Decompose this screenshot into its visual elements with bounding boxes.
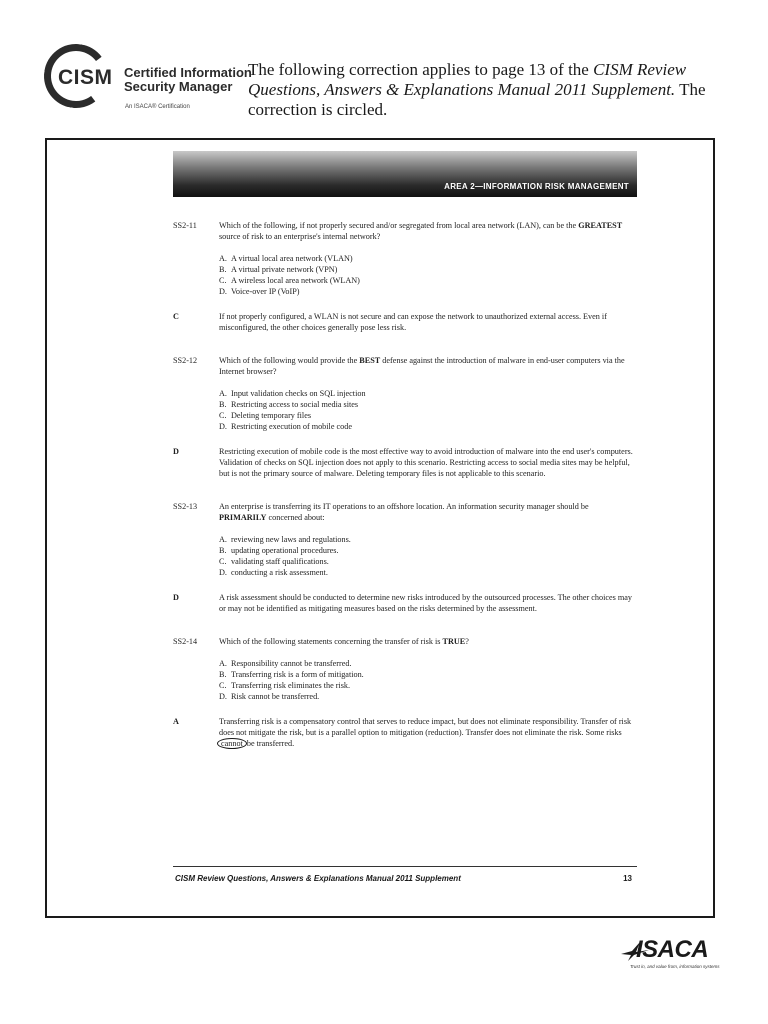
options-list (219, 658, 637, 702)
question-text: An enterprise is transferring its IT operations to an offshore location. An information security manager should be PRIMARILY concerned about: (219, 502, 589, 522)
notice-pre: The following correction applies to page 13 of the (248, 60, 594, 79)
question-block (173, 636, 637, 702)
footer-title: CISM Review Questions, Answers & Explanations Manual 2011 Supplement (175, 874, 461, 883)
correction-notice (248, 60, 728, 120)
questions-content (173, 220, 637, 749)
answer-letter: D (173, 447, 179, 456)
option-item: A. Input validation checks on SQL injection (219, 389, 366, 398)
options-list (219, 534, 637, 578)
option-item: B. Transferring risk is a form of mitigation. (219, 670, 364, 679)
notice-title: CISM Review Questions, Answers & Explanations Manual 2011 Supplement. (248, 60, 687, 99)
cism-logo-line1: Certified Information (124, 65, 252, 80)
circled-correction: cannot (217, 738, 247, 749)
isaca-logo (620, 936, 730, 976)
options-list (219, 388, 637, 432)
question-id: SS2-11 (173, 221, 197, 230)
answer-explanation: A risk assessment should be conducted to determine new risks introduced by the outsourced processes. The other choices may or may not be identified as mitigating measures based on the risks determined by the assessment. (219, 593, 632, 613)
answer-explanation: Restricting execution of mobile code is the most effective way to avoid introduction of malware into the end user's computers. Validation of checks on SQL injection does not apply to this scenario. Restricting access to social media sites may be helpful, but is not the primary source of malware. Deleting temporary files is not applicable to this scenario. (219, 447, 633, 478)
question-block (173, 220, 637, 297)
question-block (173, 501, 637, 578)
question-id: SS2-13 (173, 502, 198, 511)
option-item: B. Restricting access to social media sites (219, 400, 359, 409)
isaca-wordmark: ISACA (636, 936, 709, 963)
option-item: D. Risk cannot be transferred. (219, 692, 320, 701)
option-item: C. Deleting temporary files (219, 411, 312, 420)
answer-block (173, 716, 637, 749)
notice-post: The correction is circled. (248, 80, 706, 119)
section-title: AREA 2—INFORMATION RISK MANAGEMENT (444, 182, 629, 191)
question-id: SS2-14 (173, 637, 198, 646)
section-banner (173, 151, 637, 197)
option-item: B. updating operational procedures. (219, 546, 339, 555)
answer-explanation: If not properly configured, a WLAN is not secure and can expose the network to unauthorized external access. Even if misconfigured, the other choices generally pose less risk. (219, 312, 607, 332)
option-item: B. A virtual private network (VPN) (219, 265, 338, 274)
cism-logo-line2: Security Manager (124, 79, 233, 94)
cism-logo-name (124, 66, 252, 94)
option-item: D. Restricting execution of mobile code (219, 422, 352, 431)
question-id: SS2-12 (173, 356, 198, 365)
answer-block (173, 311, 637, 333)
option-item: A. A virtual local area network (VLAN) (219, 254, 353, 263)
answer-letter: C (173, 312, 179, 321)
question-block (173, 355, 637, 432)
option-item: C. Transferring risk eliminates the risk. (219, 681, 351, 690)
options-list (219, 253, 637, 297)
answer-letter: D (173, 593, 179, 602)
page-number: 13 (623, 874, 632, 883)
answer-block (173, 446, 637, 479)
footer-divider (173, 866, 637, 867)
answer-letter: A (173, 717, 179, 726)
question-text: Which of the following would provide the BEST defense against the introduction of malware in end-user computers via the Internet browser? (219, 356, 625, 376)
option-item: A. reviewing new laws and regulations. (219, 535, 351, 544)
isaca-tagline: Trust in, and value from, information systems (630, 964, 720, 969)
option-item: D. conducting a risk assessment. (219, 568, 328, 577)
option-item: C. A wireless local area network (WLAN) (219, 276, 360, 285)
cism-logo-mark: CISM (58, 66, 113, 89)
option-item: A. Responsibility cannot be transferred. (219, 659, 352, 668)
option-item: C. validating staff qualifications. (219, 557, 329, 566)
cism-logo-sub: An ISACA® Certification (125, 104, 190, 110)
question-text: Which of the following statements concerning the transfer of risk is TRUE? (219, 637, 469, 646)
option-item: D. Voice-over IP (VoIP) (219, 287, 300, 296)
question-text: Which of the following, if not properly secured and/or segregated from local area network (LAN), can be the GREATEST source of risk to an enterprise's internal network? (219, 221, 623, 241)
cism-logo (44, 44, 252, 124)
answer-explanation: Transferring risk is a compensatory control that serves to reduce impact, but does not eliminate responsibility. Transfer of risk does not mitigate the risk, but is a parallel option to mitigation (reduction). Transfer does not eliminate the risk. Some risks cannot be transferred. (219, 717, 632, 748)
answer-block (173, 592, 637, 614)
